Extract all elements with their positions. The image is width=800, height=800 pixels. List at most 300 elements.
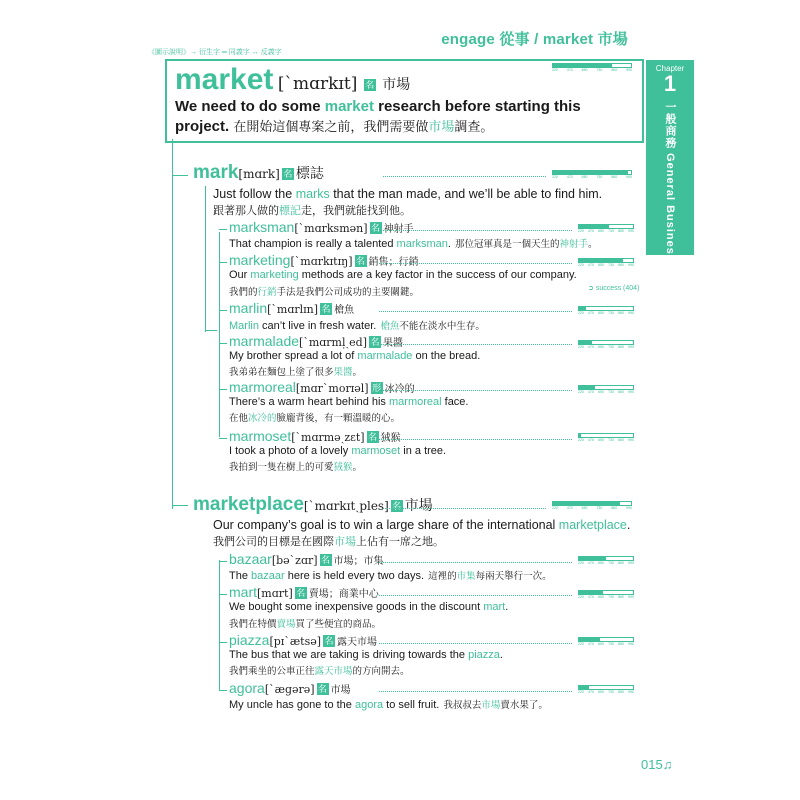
- level-tick-label: 650: [598, 263, 604, 267]
- sentence-keyword: 標記: [279, 205, 301, 217]
- level-ticks: [552, 68, 632, 72]
- level-tick-label: 730: [608, 263, 614, 267]
- sentence-keyword: market: [324, 98, 374, 115]
- sentence-keyword: 市場: [428, 119, 455, 134]
- example-chinese: [229, 284, 419, 298]
- sentence-text: 。: [352, 462, 363, 473]
- entry-word: marmoset: [229, 428, 292, 444]
- sentence-keyword: 市場: [334, 536, 356, 548]
- level-ticks: [578, 263, 634, 267]
- level-tick-label: 650: [598, 595, 604, 599]
- audio-icon: ➲: [588, 285, 594, 292]
- entry-headword[interactable]: [229, 333, 403, 351]
- entry-word: marlin: [229, 300, 268, 316]
- main-word: market: [175, 63, 274, 96]
- sentence-text: research before starting this project.: [175, 98, 581, 135]
- entry-pronunciation: [ˋmɑrksmən]: [294, 222, 368, 235]
- entry-pronunciation: [ˋmɑrmḷˏed]: [299, 336, 368, 349]
- level-tick-label: 860: [618, 229, 624, 233]
- level-tick-label: 990: [628, 263, 634, 267]
- sentence-text: .: [499, 649, 503, 661]
- example-chinese: [443, 700, 548, 711]
- sentence-keyword: mart: [483, 601, 506, 613]
- entry-headword[interactable]: [229, 379, 415, 397]
- example-english: [229, 350, 480, 362]
- sentence-text: face.: [441, 396, 469, 408]
- level-tick-label: 860: [618, 642, 624, 646]
- page-header-title: engage 從事 / market 市場: [441, 31, 628, 48]
- part-of-speech-badge: 名: [368, 431, 378, 442]
- level-tick-label: 990: [628, 229, 634, 233]
- sentence-text: in a tree.: [400, 445, 447, 457]
- chapter-tab[interactable]: [646, 60, 694, 262]
- tree-line: [219, 310, 227, 311]
- level-tick-label: 730: [608, 345, 614, 349]
- sentence-text: 手法是我們公司成功的主要關鍵。: [276, 287, 420, 298]
- level-tick-label: 860: [618, 595, 624, 599]
- level-tick-label: 860: [611, 506, 618, 510]
- sentence-text: 我們公司的目標是在國際: [213, 536, 334, 548]
- level-tick-label: 650: [598, 311, 604, 315]
- level-tick-label: 990: [628, 438, 634, 442]
- part-of-speech-badge: 名: [370, 336, 380, 347]
- level-tick-label: 650: [598, 438, 604, 442]
- sentence-keyword: marks: [295, 187, 330, 201]
- level-bar: [578, 306, 634, 315]
- level-tick-label: 470: [588, 595, 594, 599]
- level-tick-label: 470: [588, 642, 594, 646]
- level-tick-label: 990: [626, 506, 632, 510]
- sentence-keyword: 賣場: [276, 619, 296, 630]
- entry-word: marketing: [229, 252, 291, 268]
- entry-headword[interactable]: [229, 551, 384, 569]
- symbol-legend: 《圖示說明》→ 衍生字 ═ 同義字 ↔ 反義字: [148, 49, 282, 56]
- level-tick-label: 470: [588, 690, 594, 694]
- sentence-text: that the man made, and we’ll be able to find him.: [329, 187, 603, 201]
- level-tick-label: 220: [552, 506, 558, 510]
- sentence-text: .: [447, 238, 451, 250]
- level-tick-label: 860: [618, 311, 624, 315]
- dotted-leader: [379, 595, 572, 596]
- level-tick-label: 650: [598, 229, 604, 233]
- tree-line: [219, 561, 227, 562]
- sentence-text: 在開始這個專案之前，我們需要做: [233, 119, 429, 134]
- level-tick-label: 990: [628, 345, 634, 349]
- entry-pronunciation: [ˋmɑrkɪtˏples]: [303, 499, 389, 513]
- sentence-text: 那位冠軍真是一個天生的: [454, 239, 560, 250]
- level-tick-label: 990: [626, 68, 632, 72]
- entry-headword[interactable]: [193, 494, 433, 516]
- level-bar: [578, 258, 634, 267]
- tree-line: [219, 229, 227, 230]
- chapter-number: 1: [663, 71, 677, 96]
- level-bar: [578, 385, 634, 394]
- level-tick-label: 470: [588, 311, 594, 315]
- example-english: [213, 518, 630, 532]
- sentence-keyword: 行銷: [257, 287, 277, 298]
- dotted-leader: [379, 263, 572, 264]
- level-bar: [552, 63, 632, 72]
- level-ticks: [578, 311, 634, 315]
- sentence-text: methods are a key factor in the success of our company.: [298, 269, 577, 281]
- sentence-text: The: [229, 570, 252, 582]
- main-pronunciation: [ˋmɑrkɪt]: [277, 74, 358, 94]
- sentence-text: 臉龐背後，有一顆溫暖的心。: [276, 413, 401, 424]
- part-of-speech-badge: 名: [365, 79, 375, 90]
- dotted-leader: [379, 344, 572, 345]
- level-ticks: [578, 595, 634, 599]
- part-of-speech-badge: 名: [296, 587, 306, 598]
- sentence-keyword: 狨猴: [333, 462, 353, 473]
- dotted-leader: [383, 508, 546, 509]
- sentence-text: That champion is really a talented: [229, 238, 397, 250]
- level-tick-label: 730: [608, 561, 614, 565]
- level-tick-label: 220: [578, 263, 584, 267]
- sentence-text: can’t live in fresh water.: [258, 320, 377, 332]
- example-chinese: [229, 410, 400, 424]
- entry-chinese: 市場: [404, 497, 433, 513]
- page-number: 015♫: [641, 757, 673, 772]
- chapter-title: 一般商務 General Business: [664, 101, 676, 262]
- sentence-text: 的方向開去。: [352, 666, 410, 677]
- dotted-leader: [379, 230, 572, 231]
- level-tick-label: 860: [618, 561, 624, 565]
- entry-pronunciation: [ˋægərə]: [264, 683, 315, 696]
- level-bar: [578, 637, 634, 646]
- sentence-text: 不能在淡水中生存。: [399, 321, 485, 332]
- level-tick-label: 990: [628, 595, 634, 599]
- dotted-leader: [379, 311, 572, 312]
- level-tick-label: 650: [598, 690, 604, 694]
- entry-pronunciation: [pɪˋætsə]: [269, 635, 322, 648]
- part-of-speech-badge: 名: [283, 168, 293, 179]
- example-chinese: [428, 571, 552, 582]
- sentence-text: 走，我們就能找到他。: [301, 205, 411, 217]
- dotted-leader: [379, 691, 572, 692]
- level-ticks: [578, 229, 634, 233]
- entry-headword[interactable]: [229, 680, 351, 698]
- level-tick-label: 860: [618, 345, 624, 349]
- sentence-text: We bought some inexpensive goods in the discount: [229, 601, 484, 613]
- sentence-text: We need to do some: [175, 98, 325, 115]
- entry-word: mark: [193, 162, 239, 183]
- tree-line: [219, 594, 227, 595]
- level-ticks: [578, 561, 634, 565]
- example-english: [229, 269, 577, 281]
- sentence-text: on the bread.: [412, 350, 481, 362]
- example-chinese: [213, 533, 444, 549]
- sentence-text: .: [505, 601, 509, 613]
- sentence-text: 我們的: [229, 287, 258, 298]
- entry-word: bazaar: [229, 551, 272, 567]
- sentence-text: 在他: [229, 413, 249, 424]
- level-tick-label: 650: [581, 68, 588, 72]
- level-tick-label: 990: [628, 690, 634, 694]
- example-english: [213, 187, 602, 201]
- example-chinese: [380, 321, 485, 332]
- entry-chinese: 果醬: [383, 338, 404, 349]
- level-tick-label: 730: [608, 390, 614, 394]
- entry-chinese: 神射手: [383, 224, 414, 235]
- entry-pronunciation: [ˋmɑrkɪtɪŋ]: [290, 255, 353, 268]
- level-tick-label: 470: [566, 175, 573, 179]
- entry-word: mart: [229, 584, 257, 600]
- entry-word: marketplace: [193, 494, 304, 515]
- sentence-text: I took a photo of a lovely: [229, 445, 352, 457]
- entry-pronunciation: [mɑrt]: [257, 587, 293, 600]
- level-tick-label: 220: [578, 311, 584, 315]
- level-tick-label: 470: [588, 263, 594, 267]
- level-tick-label: 990: [626, 175, 632, 179]
- level-tick-label: 470: [588, 561, 594, 565]
- entry-pronunciation: [ˋmɑrlɪn]: [267, 303, 319, 316]
- sentence-text: 。: [587, 239, 598, 250]
- success-tag[interactable]: [588, 284, 639, 292]
- example-chinese: [455, 239, 598, 250]
- sentence-text: 上佔有一席之地。: [356, 536, 444, 548]
- example-chinese: [229, 616, 381, 630]
- sentence-text: 我們在特價: [229, 619, 277, 630]
- tree-line: [219, 389, 227, 390]
- dotted-leader: [379, 643, 572, 644]
- level-tick-label: 220: [578, 229, 584, 233]
- sentence-keyword: piazza: [468, 649, 500, 661]
- example-chinese: [213, 202, 411, 218]
- level-tick-label: 650: [598, 642, 604, 646]
- example-chinese: [229, 459, 362, 473]
- level-tick-label: 990: [628, 561, 634, 565]
- chapter-label: Chapter: [655, 64, 685, 73]
- dotted-leader: [383, 176, 546, 177]
- level-tick-label: 860: [611, 175, 618, 179]
- level-tick-label: 650: [581, 506, 588, 510]
- example-english: [229, 236, 598, 250]
- example-english: [229, 318, 485, 332]
- example-english: [229, 396, 468, 408]
- entry-pronunciation: [bəˋzɑr]: [271, 554, 318, 567]
- example-english: [229, 568, 552, 582]
- example-english: [229, 601, 508, 613]
- entry-word: marmalade: [229, 333, 300, 349]
- level-tick-label: 650: [598, 390, 604, 394]
- entry-word: marksman: [229, 219, 295, 235]
- entry-word: agora: [229, 680, 265, 696]
- level-bar: [578, 340, 634, 349]
- sentence-keyword: 露天市場: [314, 666, 353, 677]
- level-tick-label: 220: [578, 642, 584, 646]
- level-ticks: [578, 642, 634, 646]
- part-of-speech-badge: 名: [324, 635, 334, 646]
- sentence-keyword: 市場: [481, 700, 501, 711]
- level-tick-label: 220: [578, 438, 584, 442]
- level-tick-label: 860: [618, 438, 624, 442]
- entry-chinese: 冰冷的: [384, 384, 415, 395]
- sentence-text: My uncle has gone to the: [229, 699, 355, 711]
- example-chinese: [229, 364, 362, 378]
- sentence-keyword: marksman: [396, 238, 448, 250]
- level-tick-label: 650: [598, 561, 604, 565]
- level-ticks: [578, 345, 634, 349]
- level-bar: [578, 685, 634, 694]
- level-tick-label: 220: [552, 68, 558, 72]
- level-ticks: [552, 506, 632, 510]
- level-tick-label: 220: [578, 390, 584, 394]
- success-tag-label: success (404): [595, 285, 640, 292]
- level-bar: [578, 224, 634, 233]
- part-of-speech-badge: 名: [392, 500, 402, 511]
- level-bar: [552, 501, 632, 510]
- sentence-text: 調查。: [454, 119, 494, 134]
- sentence-text: 。: [352, 367, 363, 378]
- level-tick-label: 730: [608, 642, 614, 646]
- sentence-text: The bus that we are taking is driving towards the: [229, 649, 469, 661]
- sentence-text: 我叔叔去: [443, 700, 482, 711]
- sentence-text: There’s a warm heart behind his: [229, 396, 389, 408]
- sentence-text: Just follow the: [213, 187, 296, 201]
- level-tick-label: 860: [618, 690, 624, 694]
- level-tick-label: 220: [578, 345, 584, 349]
- tree-line: [219, 560, 220, 690]
- level-tick-label: 860: [611, 68, 618, 72]
- entry-chinese: 賣場；商業中心: [308, 589, 379, 600]
- level-tick-label: 650: [598, 345, 604, 349]
- sentence-text: My brother spread a lot of: [229, 350, 358, 362]
- level-bar: [578, 556, 634, 565]
- level-bar: [552, 170, 632, 179]
- level-ticks: [578, 390, 634, 394]
- level-tick-label: 470: [588, 390, 594, 394]
- level-tick-label: 220: [578, 561, 584, 565]
- sentence-text: to sell fruit.: [383, 699, 440, 711]
- dotted-leader: [379, 390, 572, 391]
- example-english: [229, 649, 503, 661]
- entry-word: marmoreal: [229, 379, 296, 395]
- sentence-text: .: [626, 518, 631, 532]
- level-tick-label: 470: [588, 438, 594, 442]
- sentence-text: 我們乘坐的公車正往: [229, 666, 315, 677]
- level-tick-label: 220: [552, 175, 558, 179]
- level-tick-label: 220: [578, 595, 584, 599]
- entry-pronunciation: [ˋmɑrməˏzɛt]: [291, 431, 365, 444]
- level-bar: [578, 433, 634, 442]
- level-tick-label: 990: [628, 642, 634, 646]
- tree-line: [172, 505, 188, 506]
- entry-headword[interactable]: [229, 219, 414, 237]
- sentence-keyword: marketplace: [558, 518, 627, 532]
- level-tick-label: 730: [608, 690, 614, 694]
- entry-headword[interactable]: [229, 252, 419, 270]
- level-tick-label: 650: [581, 175, 588, 179]
- level-tick-label: 470: [566, 506, 573, 510]
- part-of-speech-badge: 名: [321, 554, 331, 565]
- entry-headword[interactable]: [229, 428, 401, 446]
- level-tick-label: 730: [608, 595, 614, 599]
- part-of-speech-badge: 名: [371, 222, 381, 233]
- entry-headword[interactable]: [229, 300, 354, 318]
- sentence-text: 我弟弟在麵包上塗了很多: [229, 367, 334, 378]
- main-example: [175, 97, 630, 137]
- level-tick-label: 730: [608, 311, 614, 315]
- sentence-keyword: bazaar: [251, 570, 285, 582]
- main-entry-headword: [175, 63, 410, 97]
- tree-line: [172, 139, 173, 509]
- level-tick-label: 990: [628, 390, 634, 394]
- level-tick-label: 730: [596, 175, 603, 179]
- sentence-text: here is held every two days.: [284, 570, 425, 582]
- sentence-text: Our company’s goal is to win a large share of the international: [213, 518, 559, 532]
- main-example-zh: [233, 119, 493, 134]
- sentence-keyword: 神射手: [559, 239, 588, 250]
- main-chinese: 市場: [382, 76, 411, 92]
- tree-line: [205, 330, 217, 331]
- entry-chinese: 市場；市集: [333, 556, 384, 567]
- sentence-text: 這裡的: [428, 571, 457, 582]
- level-tick-label: 730: [608, 438, 614, 442]
- part-of-speech-badge: 名: [355, 255, 365, 266]
- entry-word: piazza: [229, 632, 270, 648]
- sentence-text: 買了些便宜的商品。: [295, 619, 382, 630]
- level-tick-label: 730: [596, 506, 603, 510]
- entry-chinese: 市場: [330, 685, 351, 696]
- entry-headword[interactable]: [229, 584, 379, 602]
- tree-line: [219, 262, 227, 263]
- sentence-keyword: marketing: [250, 269, 299, 281]
- entry-pronunciation: [mɑrk]: [238, 167, 280, 181]
- sentence-text: 每兩天舉行一次。: [475, 571, 552, 582]
- entry-pronunciation: [mɑrˋmorɪəl]: [295, 382, 369, 395]
- tree-line: [219, 438, 227, 439]
- level-tick-label: 730: [608, 229, 614, 233]
- level-ticks: [578, 690, 634, 694]
- sentence-text: 跟著那人做的: [213, 205, 279, 217]
- sentence-text: 我拍到一隻在樹上的可愛: [229, 462, 334, 473]
- level-bar: [578, 590, 634, 599]
- level-tick-label: 220: [578, 690, 584, 694]
- sentence-text: 賣水果了。: [500, 700, 548, 711]
- example-english: [229, 697, 548, 711]
- sentence-keyword: 槍魚: [380, 321, 400, 332]
- dotted-leader: [379, 562, 572, 563]
- sentence-keyword: 市集: [456, 571, 476, 582]
- sentence-keyword: 果醬: [333, 367, 353, 378]
- level-ticks: [552, 175, 632, 179]
- level-tick-label: 470: [588, 345, 594, 349]
- tree-line: [172, 175, 188, 176]
- tree-line: [219, 343, 227, 344]
- entry-headword[interactable]: [193, 162, 324, 184]
- part-of-speech-badge: 名: [318, 683, 328, 694]
- entry-chinese: 銷售；行銷: [368, 257, 419, 268]
- level-tick-label: 730: [596, 68, 603, 72]
- sentence-keyword: agora: [354, 699, 384, 711]
- level-tick-label: 990: [628, 311, 634, 315]
- tree-line: [219, 690, 227, 691]
- entry-chinese: 標誌: [295, 165, 324, 181]
- level-tick-label: 470: [588, 229, 594, 233]
- entry-headword[interactable]: [229, 632, 377, 650]
- entry-chinese: 狨猴: [380, 433, 401, 444]
- sentence-keyword: Marlin: [229, 320, 259, 332]
- example-chinese: [229, 663, 410, 677]
- part-of-speech-badge: 形: [372, 382, 382, 393]
- level-tick-label: 860: [618, 390, 624, 394]
- tree-line: [205, 186, 206, 332]
- sentence-keyword: marmalade: [357, 350, 413, 362]
- sentence-keyword: marmoset: [351, 445, 401, 457]
- tree-line: [219, 642, 227, 643]
- level-tick-label: 470: [566, 68, 573, 72]
- level-tick-label: 860: [618, 263, 624, 267]
